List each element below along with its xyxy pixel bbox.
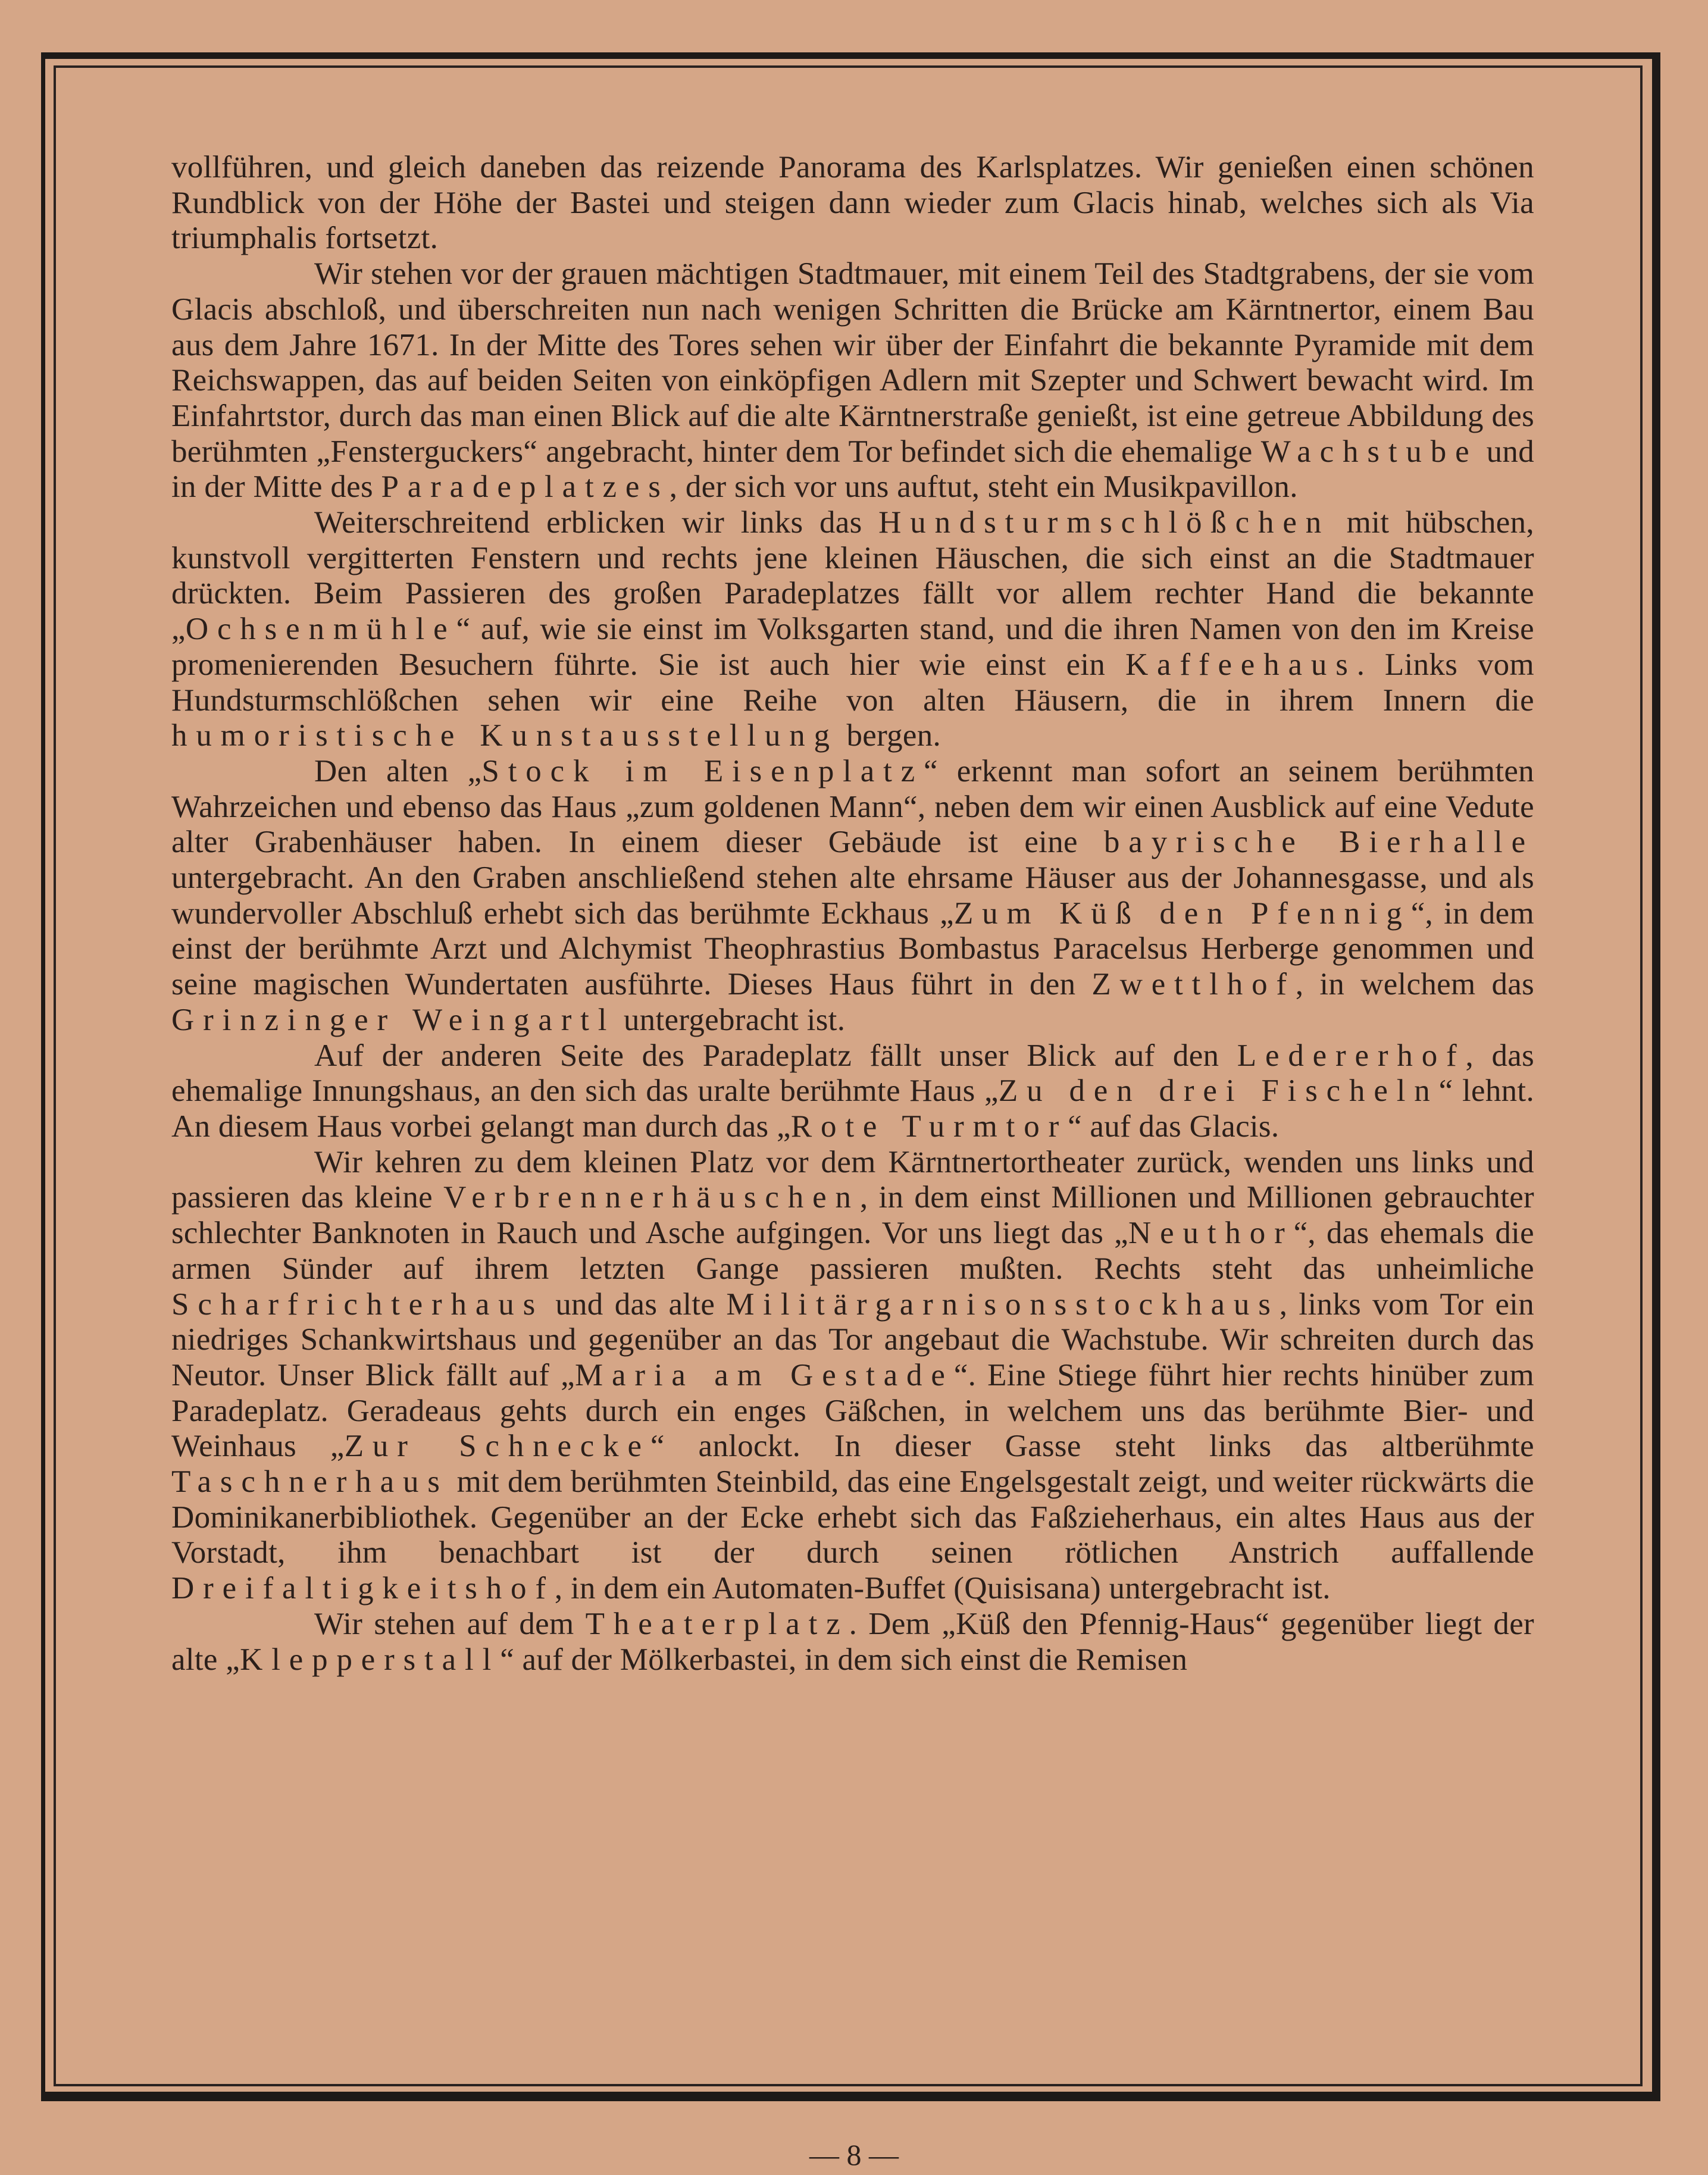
text-run: untergebracht. An den Graben anschließend stehen alte ehrsame Häuser aus der Johannesgasse, und als wundervoller Abschluß erhebt sich das berühmte Eckhaus „ [171,860,1534,931]
text-run: “, das ehemals die armen Sünder auf ihrem letzten Gange passieren mußten. Rechts steht das unheimliche [171,1216,1534,1286]
emphasized-text: Klepperstall [240,1642,500,1677]
text-run: Wir kehren zu dem kleinen Platz vor dem Kärntnertortheater zurück, wenden uns links und passieren das kleine [171,1144,1534,1215]
text-run: Weiterschreitend erblicken wir links das [314,505,879,540]
text-run: Auf der anderen Seite des Paradeplatz fällt unser Blick auf den [314,1038,1237,1073]
text-run: Wir stehen vor der grauen mächtigen Stadtmauer, mit einem Teil des Stadtgrabens, der sie vom Glacis abschloß, und überschreiten nun nach wenigen Schritten die Brücke am Kärntnertor, einem Bau aus dem Jahre 1671. In der Mitte des Tores sehen wir über der Einfahrt die bekannte Pyramide mit dem Reichswappen, das auf beiden Seiten von einköpfigen Adlern mit Szepter und Schwert bewacht wird. Im Einfahrtstor, durch das man einen Blick auf die alte Kärntnerstraße genießt, ist eine getreue Abbildung des berühmten „Fensterguckers“ angebracht, hinter dem Tor befindet sich die ehemalige [171,256,1534,469]
paragraph [171,256,1534,505]
emphasized-text: Zu den drei Fischeln [998,1074,1439,1109]
paragraph [171,1145,1534,1607]
page-number: — 8 — [809,2138,899,2171]
emphasized-text: Scharfrichterhaus [171,1287,545,1322]
text-run: , in dem einst Millionen und Millionen gebrauchter schlechter Banknoten in Rauch und Asche aufgingen. Vor uns liegt das „ [171,1180,1534,1251]
paragraph [171,1038,1534,1145]
text-run: “ auf das Glacis. [1068,1109,1280,1144]
paragraph [171,754,1534,1038]
text-run: und das alte [544,1287,727,1322]
emphasized-text: humoristische Kunstausstellung [171,718,839,753]
emphasized-text: Maria am Gestade [575,1357,954,1392]
emphasized-text: Paradeplatzes [381,470,670,505]
text-run: “ erkennt man sofort an seinem berühmten Wahrzeichen und ebenso das Haus „zum goldenen Mann“, neben dem wir einen Ausblick auf eine Vedute alter Grabenhäuser haben. In einem dieser Gebäude ist eine [171,753,1534,860]
text-run: Wir stehen auf dem [314,1606,586,1641]
emphasized-text: Rote Turmtor [790,1109,1068,1144]
emphasized-text: Theaterplatz [585,1606,849,1641]
body-text [171,150,1534,1678]
emphasized-text: Ochsenmühle [185,612,456,647]
text-run: , in dem ein Automaten-Buffet (Quisisana) untergebracht ist. [554,1571,1331,1606]
text-run: , der sich vor uns auftut, steht ein Musikpavillon. [669,470,1298,505]
text-run: bergen. [838,718,941,753]
text-run: , das ehemalige Innungshaus, an den sich das uralte berühmte Haus „ [171,1038,1534,1109]
text-run: . Dem „Küß den Pfennig-Haus“ gegenüber liegt der alte „ [171,1606,1534,1677]
text-run: “ auf, wie sie einst im Volksgarten stand, und die ihren Namen von den im Kreise promenierenden Besuchern führte. Sie ist auch hier wie einst ein [171,612,1534,682]
text-run: untergebracht ist. [615,1002,846,1037]
emphasized-text: Grinzinger Weingartl [171,1002,616,1037]
emphasized-text: Ledererhof [1237,1038,1466,1073]
emphasized-text: Taschnerhaus [171,1464,449,1500]
emphasized-text: Hundsturmschlößchen [878,505,1331,540]
text-run: , links vom Tor ein niedriges Schankwirtshaus und gegenüber an das Tor angebaut die Wachstube. Wir schreiten durch das Neutor. Unser Blick fällt auf „ [171,1287,1534,1392]
emphasized-text: Dreifaltigkeitshof [171,1571,555,1606]
text-run: “, in dem einst der berühmte Arzt und Alchymist Theophrastius Bombastus Paracelsus Herberge genommen und seine magischen Wundertaten ausführte. Dieses Haus führt in den [171,896,1535,1002]
emphasized-text: Zwettlhof [1091,967,1296,1002]
text-run: vollführen, und gleich daneben das reizende Panorama des Karlsplatzes. Wir genießen einen schönen Rundblick von der Höhe der Bastei und steigen dann wieder zum Glacis hinab, welches sich als Via triumphalis fortsetzt. [171,150,1534,256]
emphasized-text: Kaffeehaus [1125,647,1357,682]
text-run: “ lehnt. An diesem Haus vorbei gelangt man durch das „ [171,1074,1535,1144]
text-run: . Links vom Hundsturmschlößchen sehen wir eine Reihe von alten Häusern, die in ihrem Innern die [171,647,1534,718]
text-run: mit dem berühmten Steinbild, das eine Engelsgestalt zeigt, und weiter rückwärts die Dominikanerbibliothek. Gegenüber an der Ecke erhebt sich das Faßzieherhaus, ein altes Haus aus der Vorstadt, ihm benachbart ist der durch seinen rötlichen Anstrich auffallende [171,1464,1534,1570]
emphasized-text: Zum Küß den Pfennig [953,896,1411,931]
text-run: mit hübschen, kunstvoll vergitterten Fenstern und rechts jene kleinen Häuschen, die sich einst an die Stadtmauer drückten. Beim Passieren des großen Paradeplatzes fällt vor allem rechter Hand die bekannte „ [171,505,1534,647]
text-run: “ anlockt. In dieser Gasse steht links das altberühmte [650,1429,1534,1464]
paragraph [171,505,1534,754]
text-run: “ auf der Mölkerbastei, in dem sich einst die Remisen [500,1642,1188,1677]
emphasized-text: Militärgarnisonsstockhaus [726,1287,1280,1322]
emphasized-text: Neuthor [1128,1216,1294,1251]
emphasized-text: Verbrennerhäuschen [443,1180,860,1215]
text-run: und in der Mitte des [171,434,1535,505]
text-run: , in welchem das [1295,967,1534,1002]
paragraph [171,150,1534,256]
emphasized-text: bayrische Bierhalle [1103,825,1534,860]
emphasized-text: Zur Schnecke [344,1429,650,1464]
emphasized-text: Stock im Eisenplatz [481,753,924,788]
paragraph [171,1607,1534,1678]
emphasized-text: Wachstube [1260,434,1478,469]
text-run: “. Eine Stiege führt hier rechts hinüber zum Paradeplatz. Geradeaus gehts durch ein enges Gäßchen, in welchem uns das berühmte Bier- und Weinhaus „ [171,1357,1534,1464]
text-run: Den alten „ [314,753,482,788]
